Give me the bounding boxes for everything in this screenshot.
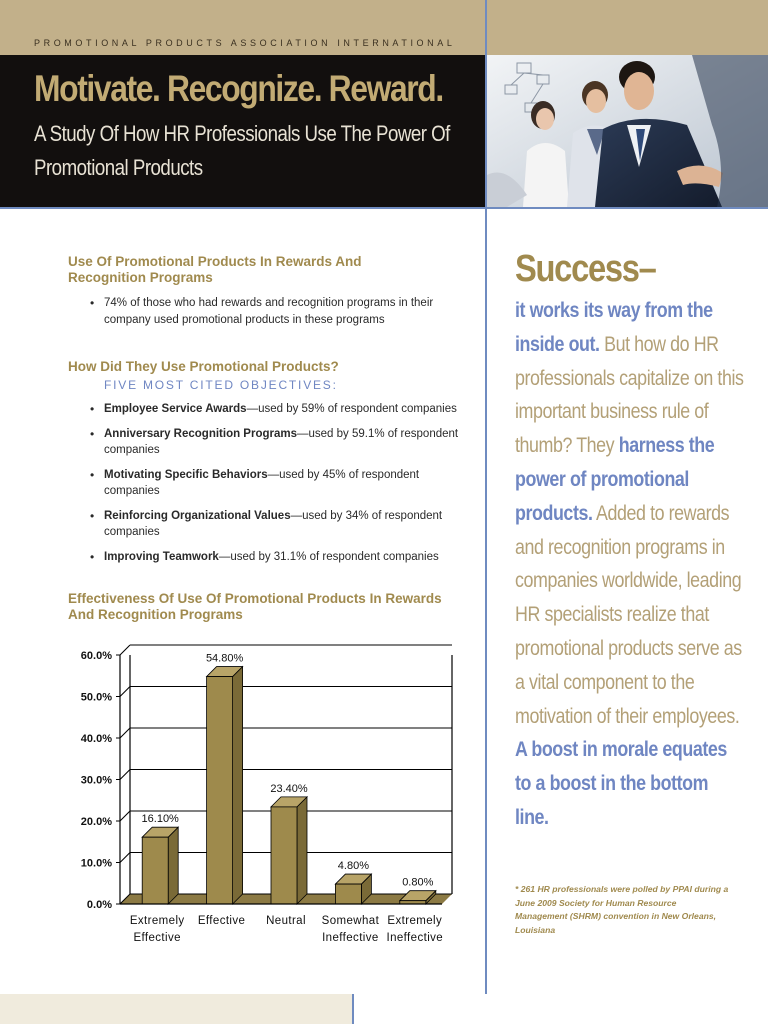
bottom-strip <box>0 994 352 1024</box>
grid-diagonal <box>120 687 130 697</box>
bottom-divider <box>352 994 354 1024</box>
bar-side <box>233 667 243 904</box>
section-title-usage: Use Of Promotional Products In Rewards And Recognition Programs <box>68 254 362 285</box>
business-people-photo <box>487 55 768 207</box>
x-tick-label: Effective <box>133 932 181 944</box>
bar-side <box>297 797 307 904</box>
x-tick-label: Somewhat <box>321 915 380 927</box>
bar <box>271 807 297 904</box>
objective-item: • Anniversary Recognition Programs—used by 59.1% of respondent companies <box>90 426 460 459</box>
effectiveness-bar-chart <box>60 640 460 960</box>
hero-banner <box>0 55 485 207</box>
sidebar-headline: Success– <box>515 248 656 290</box>
objective-item: • Reinforcing Organizational Values—used by 34% of respondent companies <box>90 508 460 541</box>
y-tick-label: 60.0% <box>80 650 112 662</box>
sidebar-body <box>515 294 745 835</box>
objectives-list <box>90 401 460 565</box>
data-label: 54.80% <box>205 652 244 665</box>
data-label: 4.80% <box>337 860 370 873</box>
sidebar-text-1: it works its way from the inside out. <box>515 299 713 356</box>
sidebar-text-2: But how do HR professionals capitalize on this important business rule of thumb? They <box>515 332 744 458</box>
sidebar-text-5: A boost in morale equates to a boost in the bottom line. <box>515 738 727 829</box>
sidebar-text-3: harness the power of promotional products. <box>515 434 715 525</box>
x-tick-label: Ineffective <box>386 932 444 944</box>
sidebar-text-4: Added to rewards and recognition programs in companies worldwide, leading HR specialists realize that promotional products serve as a vital component to the motivation of their employees. <box>515 501 742 728</box>
grid-diagonal <box>120 811 130 821</box>
x-tick-label: Effective <box>197 915 246 927</box>
data-label: 0.80% <box>402 876 434 889</box>
top-band-right <box>487 0 768 55</box>
bar <box>335 884 361 904</box>
x-tick-label: Ineffective <box>322 932 379 944</box>
top-band <box>0 0 485 55</box>
y-tick-label: 20.0% <box>80 816 112 828</box>
header-divider <box>0 207 768 209</box>
usage-bullets <box>90 295 460 328</box>
bar <box>207 677 233 904</box>
grid-diagonal <box>120 770 130 780</box>
objective-item: • Improving Teamwork—used by 31.1% of respondent companies <box>90 549 460 566</box>
x-tick-label: Neutral <box>266 915 306 927</box>
org-name: PROMOTIONAL PRODUCTS ASSOCIATION INTERNATIONAL <box>34 38 456 48</box>
usage-bullet: • 74% of those who had rewards and recognition programs in their company used promotional products in these programs <box>90 295 460 328</box>
y-tick-label: 40.0% <box>80 733 112 745</box>
y-tick-label: 50.0% <box>80 691 112 704</box>
objective-item: • Employee Service Awards—used by 59% of respondent companies <box>90 401 460 418</box>
section-title-effectiveness: Effectiveness Of Use Of Promotional Products In Rewards And Recognition Programs <box>68 591 442 622</box>
objectives-subhead: FIVE MOST CITED OBJECTIVES: <box>104 378 338 392</box>
section-title-how: How Did They Use Promotional Products? <box>68 359 339 374</box>
grid-diagonal <box>120 853 130 863</box>
y-tick-label: 30.0% <box>80 774 112 787</box>
data-label: 16.10% <box>141 813 179 826</box>
y-tick-label: 10.0% <box>80 857 112 870</box>
page-subtitle: A Study Of How HR Professionals Use The Power Of Promotional Products <box>34 121 450 180</box>
bar <box>142 837 168 904</box>
effectiveness-chart <box>60 640 460 960</box>
grid-diagonal <box>120 728 130 738</box>
survey-footnote: * 261 HR professionals were polled by PPAI during a June 2009 Society for Human Resource Management (SHRM) convention in New Orleans, Louisiana <box>515 884 729 935</box>
bar-side <box>168 827 178 904</box>
data-label: 23.40% <box>270 782 308 795</box>
x-tick-label: Extremely <box>387 915 443 927</box>
column-divider <box>485 0 487 994</box>
y-tick-label: 0.0% <box>86 899 112 911</box>
grid-diagonal <box>120 645 130 655</box>
x-tick-label: Extremely <box>129 915 185 927</box>
objective-item: • Motivating Specific Behaviors—used by 45% of respondent companies <box>90 467 460 500</box>
page-title: Motivate. Recognize. Reward. <box>34 68 443 109</box>
